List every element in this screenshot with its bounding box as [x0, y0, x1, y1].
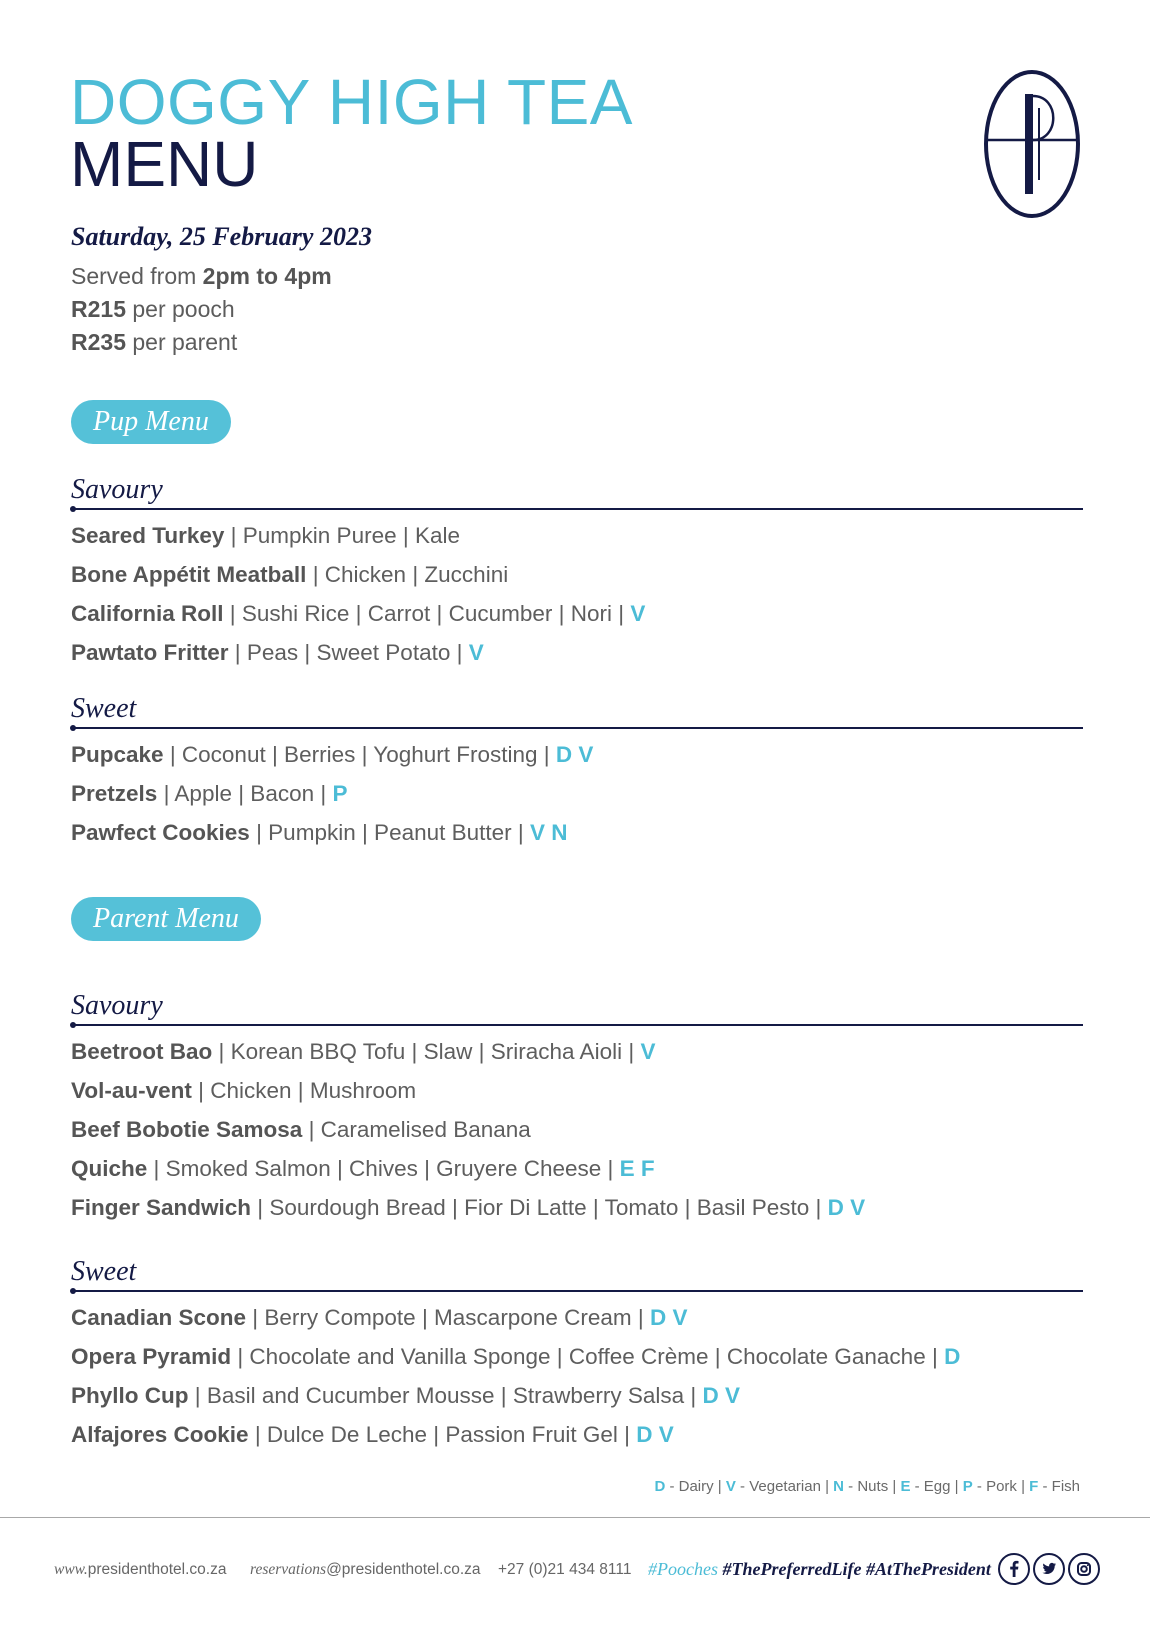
menu-item: [71, 633, 1083, 672]
menu-item: [71, 1110, 1083, 1149]
legend-label: - Fish: [1038, 1478, 1080, 1495]
section-divider: [71, 727, 1083, 729]
menu-item-description: | Peas | Sweet Potato |: [228, 640, 469, 665]
hashtag-pooches: #Pooches: [648, 1559, 718, 1579]
menu-item: [71, 735, 1083, 774]
hashtags: [648, 1559, 991, 1580]
menu-item: [71, 1149, 1083, 1188]
email-domain: @presidenthotel.co.za: [326, 1561, 481, 1578]
dietary-tags: V: [640, 1039, 656, 1064]
menu-item-description: | Dulce De Leche | Passion Fruit Gel |: [248, 1422, 637, 1447]
menu-item-name: Pretzels: [71, 781, 158, 806]
menu-item: [71, 594, 1083, 633]
menu-item-name: Quiche: [71, 1156, 148, 1181]
menu-item-description: | Apple | Bacon |: [157, 781, 333, 806]
menu-item-name: Seared Turkey: [71, 523, 225, 548]
dietary-tags: D V: [636, 1422, 674, 1447]
menu-item: [71, 1376, 1083, 1415]
menu-item-name: Alfajores Cookie: [71, 1422, 249, 1447]
dietary-legend: [654, 1478, 1080, 1495]
legend-key: V: [725, 1478, 736, 1495]
pup-savoury-section: [71, 472, 1083, 672]
menu-item-description: | Pumpkin Puree | Kale: [224, 523, 460, 548]
dietary-tags: P: [332, 781, 348, 806]
menu-item-name: Beetroot Bao: [71, 1039, 213, 1064]
title-line-1: DOGGY HIGH TEA: [70, 66, 633, 138]
menu-item-name: Pawfect Cookies: [71, 820, 250, 845]
menu-item: [71, 813, 1083, 852]
menu-item-name: Bone Appétit Meatball: [71, 562, 307, 587]
parent-price: R235: [71, 329, 126, 355]
legend-separator: |: [888, 1478, 901, 1495]
website-prefix: www.: [54, 1561, 88, 1578]
legend-label: - Vegetarian: [735, 1478, 821, 1495]
pup-sweet-section: [71, 691, 1083, 852]
dietary-tags: V: [630, 601, 646, 626]
dietary-tags: E F: [619, 1156, 655, 1181]
menu-item: [71, 555, 1083, 594]
hashtag-preferred-life: #ThePreferredLife: [722, 1559, 862, 1579]
pooch-suffix: per pooch: [125, 296, 235, 322]
dietary-tags: D V: [827, 1195, 866, 1220]
served-prefix: Served from: [71, 263, 203, 289]
menu-item-description: | Sourdough Bread | Fior Di Latte | Tomato | Basil Pesto |: [251, 1195, 828, 1220]
menu-item: [71, 516, 1083, 555]
menu-item: [71, 1298, 1083, 1337]
dietary-tags: V: [468, 640, 484, 665]
legend-label: - Dairy: [665, 1478, 714, 1495]
legend-separator: |: [820, 1478, 834, 1495]
served-time: 2pm to 4pm: [202, 263, 332, 289]
menu-item-description: | Chicken | Zucchini: [306, 562, 509, 587]
parent-price-line: [71, 326, 372, 359]
footer-divider: [0, 1517, 1150, 1518]
email-link[interactable]: [250, 1561, 481, 1579]
legend-separator: |: [713, 1478, 726, 1495]
dietary-tags: D V: [702, 1383, 740, 1408]
legend-key: E: [900, 1478, 911, 1495]
section-divider: [71, 1290, 1083, 1292]
menu-item: [71, 774, 1083, 813]
menu-item-description: | Chicken | Mushroom: [191, 1078, 417, 1103]
menu-item: [71, 1337, 1083, 1376]
legend-key: P: [962, 1478, 973, 1495]
hashtag-at-the-president: #AtThePresident: [865, 1559, 991, 1579]
menu-item-description: | Berry Compote | Mascarpone Cream |: [246, 1305, 650, 1330]
section-heading: Savoury: [71, 990, 163, 1021]
pooch-price: R215: [71, 296, 126, 322]
menu-item-description: | Chocolate and Vanilla Sponge | Coffee Crème | Chocolate Ganache |: [231, 1344, 945, 1369]
facebook-icon[interactable]: [998, 1553, 1030, 1585]
menu-item-name: Vol-au-vent: [71, 1078, 192, 1103]
legend-separator: |: [1016, 1478, 1030, 1495]
website-domain: presidenthotel.co.za: [87, 1561, 227, 1578]
menu-item-description: | Smoked Salmon | Chives | Gruyere Cheese |: [147, 1156, 620, 1181]
menu-item-name: Beef Bobotie Samosa: [71, 1117, 303, 1142]
parent-savoury-section: [71, 988, 1083, 1227]
legend-label: - Egg: [910, 1478, 951, 1495]
legend-key: D: [654, 1478, 666, 1495]
section-heading: Sweet: [71, 693, 137, 724]
menu-item: [71, 1032, 1083, 1071]
menu-item: [71, 1071, 1083, 1110]
dietary-tags: D: [944, 1344, 961, 1369]
legend-key: F: [1029, 1478, 1039, 1495]
menu-item-name: Opera Pyramid: [71, 1344, 232, 1369]
twitter-icon[interactable]: [1033, 1553, 1065, 1585]
phone-number: +27 (0)21 434 8111: [498, 1561, 632, 1578]
menu-item-description: | Caramelised Banana: [302, 1117, 531, 1142]
hotel-logo: [982, 68, 1082, 220]
dietary-tags: V N: [530, 820, 568, 845]
title-line-2: MENU: [70, 128, 259, 200]
legend-separator: |: [950, 1478, 963, 1495]
dietary-tags: D V: [555, 742, 594, 767]
section-heading: Sweet: [71, 1256, 137, 1287]
parent-sweet-section: [71, 1254, 1083, 1454]
website-link[interactable]: [54, 1561, 226, 1579]
menu-item-description: | Basil and Cucumber Mousse | Strawberry Salsa |: [188, 1383, 703, 1408]
pup-menu-pill: Pup Menu: [71, 400, 231, 444]
section-divider: [71, 1024, 1083, 1026]
menu-item-description: | Korean BBQ Tofu | Slaw | Sriracha Aioli |: [212, 1039, 641, 1064]
footer: [54, 1551, 1104, 1591]
menu-item-name: Canadian Scone: [71, 1305, 247, 1330]
section-heading: Savoury: [71, 474, 163, 505]
dietary-tags: D V: [649, 1305, 688, 1330]
legend-label: - Pork: [972, 1478, 1017, 1495]
menu-item-name: Pawtato Fritter: [71, 640, 229, 665]
parent-suffix: per parent: [125, 329, 238, 355]
menu-item-name: Phyllo Cup: [71, 1383, 189, 1408]
event-intro: [71, 222, 372, 359]
menu-item-name: Pupcake: [71, 742, 164, 767]
menu-item-name: California Roll: [71, 601, 224, 626]
event-date: Saturday, 25 February 2023: [71, 222, 372, 251]
menu-item-description: | Sushi Rice | Carrot | Cucumber | Nori |: [223, 601, 631, 626]
legend-label: - Nuts: [844, 1478, 889, 1495]
served-time-line: [71, 260, 372, 293]
menu-item-name: Finger Sandwich: [71, 1195, 252, 1220]
instagram-icon[interactable]: [1068, 1553, 1100, 1585]
pooch-price-line: [71, 293, 372, 326]
menu-item: [71, 1188, 1083, 1227]
menu-item: [71, 1415, 1083, 1454]
legend-key: N: [833, 1478, 845, 1495]
menu-item-description: | Pumpkin | Peanut Butter |: [249, 820, 531, 845]
email-user: reservations: [250, 1561, 327, 1578]
menu-item-description: | Coconut | Berries | Yoghurt Frosting |: [163, 742, 556, 767]
section-divider: [71, 508, 1083, 510]
parent-menu-pill: Parent Menu: [71, 897, 261, 941]
